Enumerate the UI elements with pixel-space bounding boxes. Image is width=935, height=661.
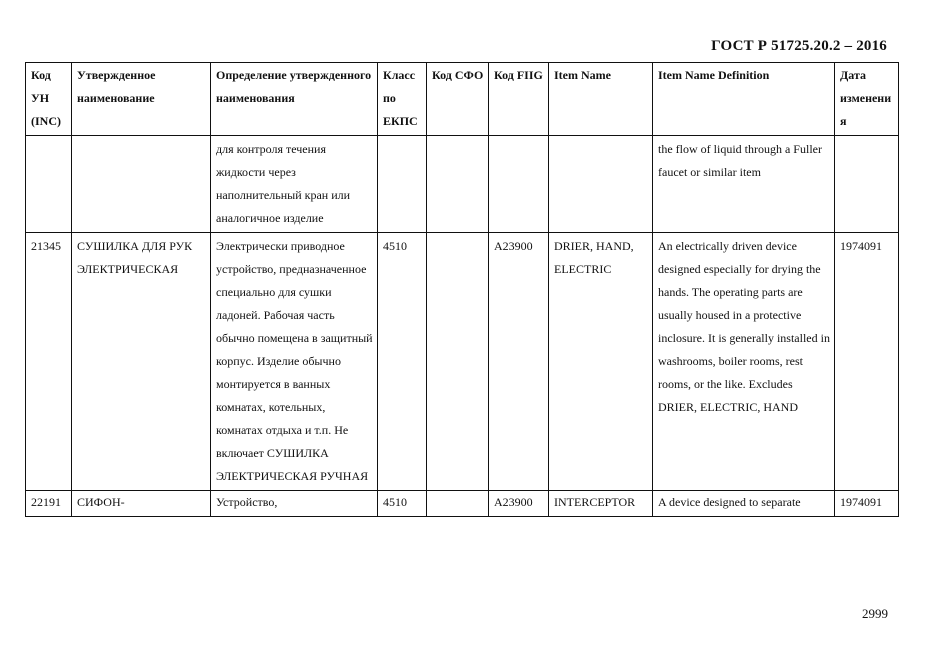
cell-name: СИФОН- (72, 491, 211, 517)
page-number: 2999 (862, 606, 888, 621)
cell-sfo (427, 233, 489, 491)
cell-inc (26, 136, 72, 233)
col-header-item-name: Item Name (549, 63, 653, 136)
classification-table (25, 62, 899, 517)
col-header-change-date: Дата изменения (835, 63, 899, 136)
cell-item-name: INTERCEPTOR (549, 491, 653, 517)
document-header: ГОСТ Р 51725.20.2 – 2016 (711, 38, 887, 54)
cell-fiig: A23900 (489, 233, 549, 491)
cell-inc: 22191 (26, 491, 72, 517)
cell-sfo (427, 491, 489, 517)
cell-date: 1974091 (835, 491, 899, 517)
cell-item-name (549, 136, 653, 233)
cell-class: 4510 (378, 491, 427, 517)
table-header-row (26, 63, 899, 136)
col-header-fiig: Код FIIG (489, 63, 549, 136)
cell-fiig (489, 136, 549, 233)
cell-date (835, 136, 899, 233)
col-header-class: Класс по ЕКПС (378, 63, 427, 136)
cell-definition: Электрически приводное устройство, предназначенное специально для сушки ладоней. Рабочая часть обычно помещена в защитный корпус. Изделие обычно монтируется в ванных комнатах, котельных, комнатах отдыха и т.п. Не включает СУШИЛКА ЭЛЕКТРИЧЕСКАЯ РУЧНАЯ (211, 233, 378, 491)
cell-fiig: A23900 (489, 491, 549, 517)
col-header-approved-name: Утвержденное наименование (72, 63, 211, 136)
cell-name (72, 136, 211, 233)
cell-date: 1974091 (835, 233, 899, 491)
cell-item-name: DRIER, HAND, ELECTRIC (549, 233, 653, 491)
table-row (26, 136, 899, 233)
cell-name: СУШИЛКА ДЛЯ РУК ЭЛЕКТРИЧЕСКАЯ (72, 233, 211, 491)
col-header-sfo: Код СФО (427, 63, 489, 136)
col-header-definition: Определение утвержденного наименования (211, 63, 378, 136)
cell-item-definition: A device designed to separate (653, 491, 835, 517)
cell-class: 4510 (378, 233, 427, 491)
table-row (26, 491, 899, 517)
col-header-item-name-definition: Item Name Definition (653, 63, 835, 136)
cell-inc: 21345 (26, 233, 72, 491)
table-row (26, 233, 899, 491)
cell-item-definition: the flow of liquid through a Fuller faucet or similar item (653, 136, 835, 233)
cell-class (378, 136, 427, 233)
cell-definition: для контроля течения жидкости через наполнительный кран или аналогичное изделие (211, 136, 378, 233)
col-header-inc: Код УН (INC) (26, 63, 72, 136)
cell-definition: Устройство, (211, 491, 378, 517)
cell-item-definition: An electrically driven device designed especially for drying the hands. The operating parts are usually housed in a protective inclosure. It is generally installed in washrooms, boiler rooms, rest rooms, or the like. Excludes DRIER, ELECTRIC, HAND (653, 233, 835, 491)
cell-sfo (427, 136, 489, 233)
